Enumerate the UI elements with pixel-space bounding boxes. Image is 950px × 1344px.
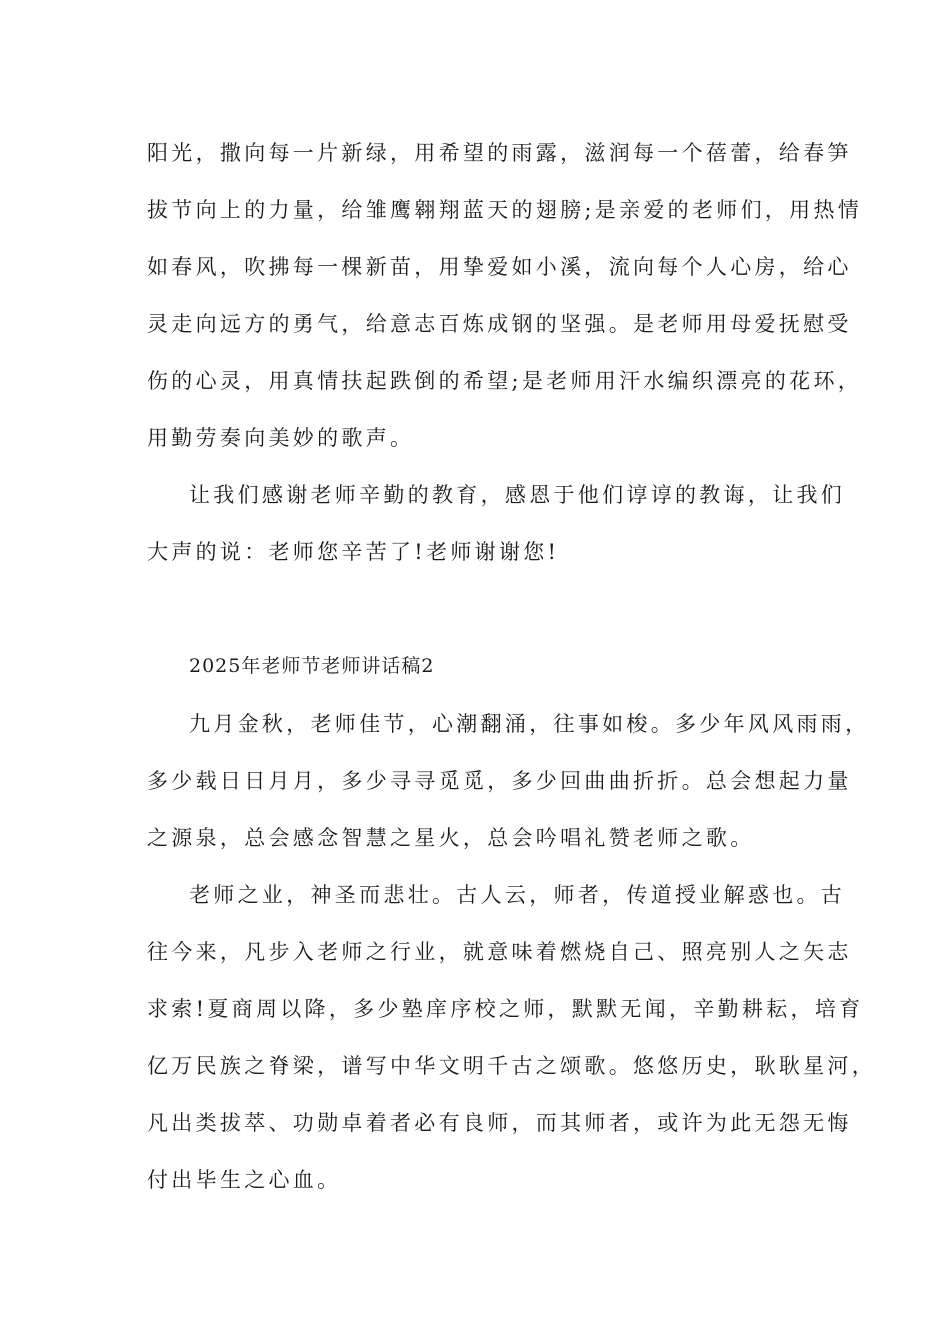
text-line: 用勤劳奏向美妙的歌声。 bbox=[147, 426, 415, 450]
text-line: 如春风，吹拂每一棵新苗，用挚爱如小溪，流向每个人心房，给心 bbox=[147, 255, 852, 279]
text-line: 老师之业，神圣而悲壮。古人云，师者，传道授业解惑也。古 bbox=[189, 883, 846, 907]
text-line: 九月金秋，老师佳节，心潮翻涌，往事如梭。多少年风风雨雨， bbox=[189, 712, 870, 736]
text-line: 亿万民族之脊梁，谱写中华文明千古之颂歌。悠悠历史，耿耿星河， bbox=[147, 1054, 876, 1078]
text-line: 多少载日日月月，多少寻寻觅觅，多少回曲曲折折。总会想起力量 bbox=[147, 769, 852, 793]
text-line: 之源泉，总会感念智慧之星火，总会吟唱礼赞老师之歌。 bbox=[147, 826, 755, 850]
section-heading: 2025年老师节老师讲话稿2 bbox=[189, 655, 435, 677]
text-line: 灵走向远方的勇气，给意志百炼成钢的坚强。是老师用母爱抚慰受 bbox=[147, 312, 852, 336]
text-line: 拔节向上的力量，给雏鹰翱翔蓝天的翅膀;是亲爱的老师们，用热情 bbox=[147, 198, 863, 222]
text-line: 往今来，凡步入老师之行业，就意味着燃烧自己、照亮别人之矢志 bbox=[147, 940, 852, 964]
text-line: 伤的心灵，用真情扶起跌倒的希望;是老师用汗水编织漂亮的花环， bbox=[147, 369, 863, 393]
text-line: 让我们感谢老师辛勤的教育，感恩于他们谆谆的教诲，让我们 bbox=[189, 483, 846, 507]
text-line: 大声的说：老师您辛苦了!老师谢谢您! bbox=[147, 540, 560, 564]
text-line: 求索!夏商周以降，多少塾庠序校之师，默默无闻，辛勤耕耘，培育 bbox=[147, 997, 864, 1021]
text-line: 凡出类拔萃、功勋卓着者必有良师，而其师者，或许为此无怨无悔 bbox=[147, 1111, 852, 1135]
text-line: 付出毕生之心血。 bbox=[147, 1168, 342, 1192]
text-line: 阳光，撒向每一片新绿，用希望的雨露，滋润每一个蓓蕾，给春笋 bbox=[147, 141, 852, 165]
